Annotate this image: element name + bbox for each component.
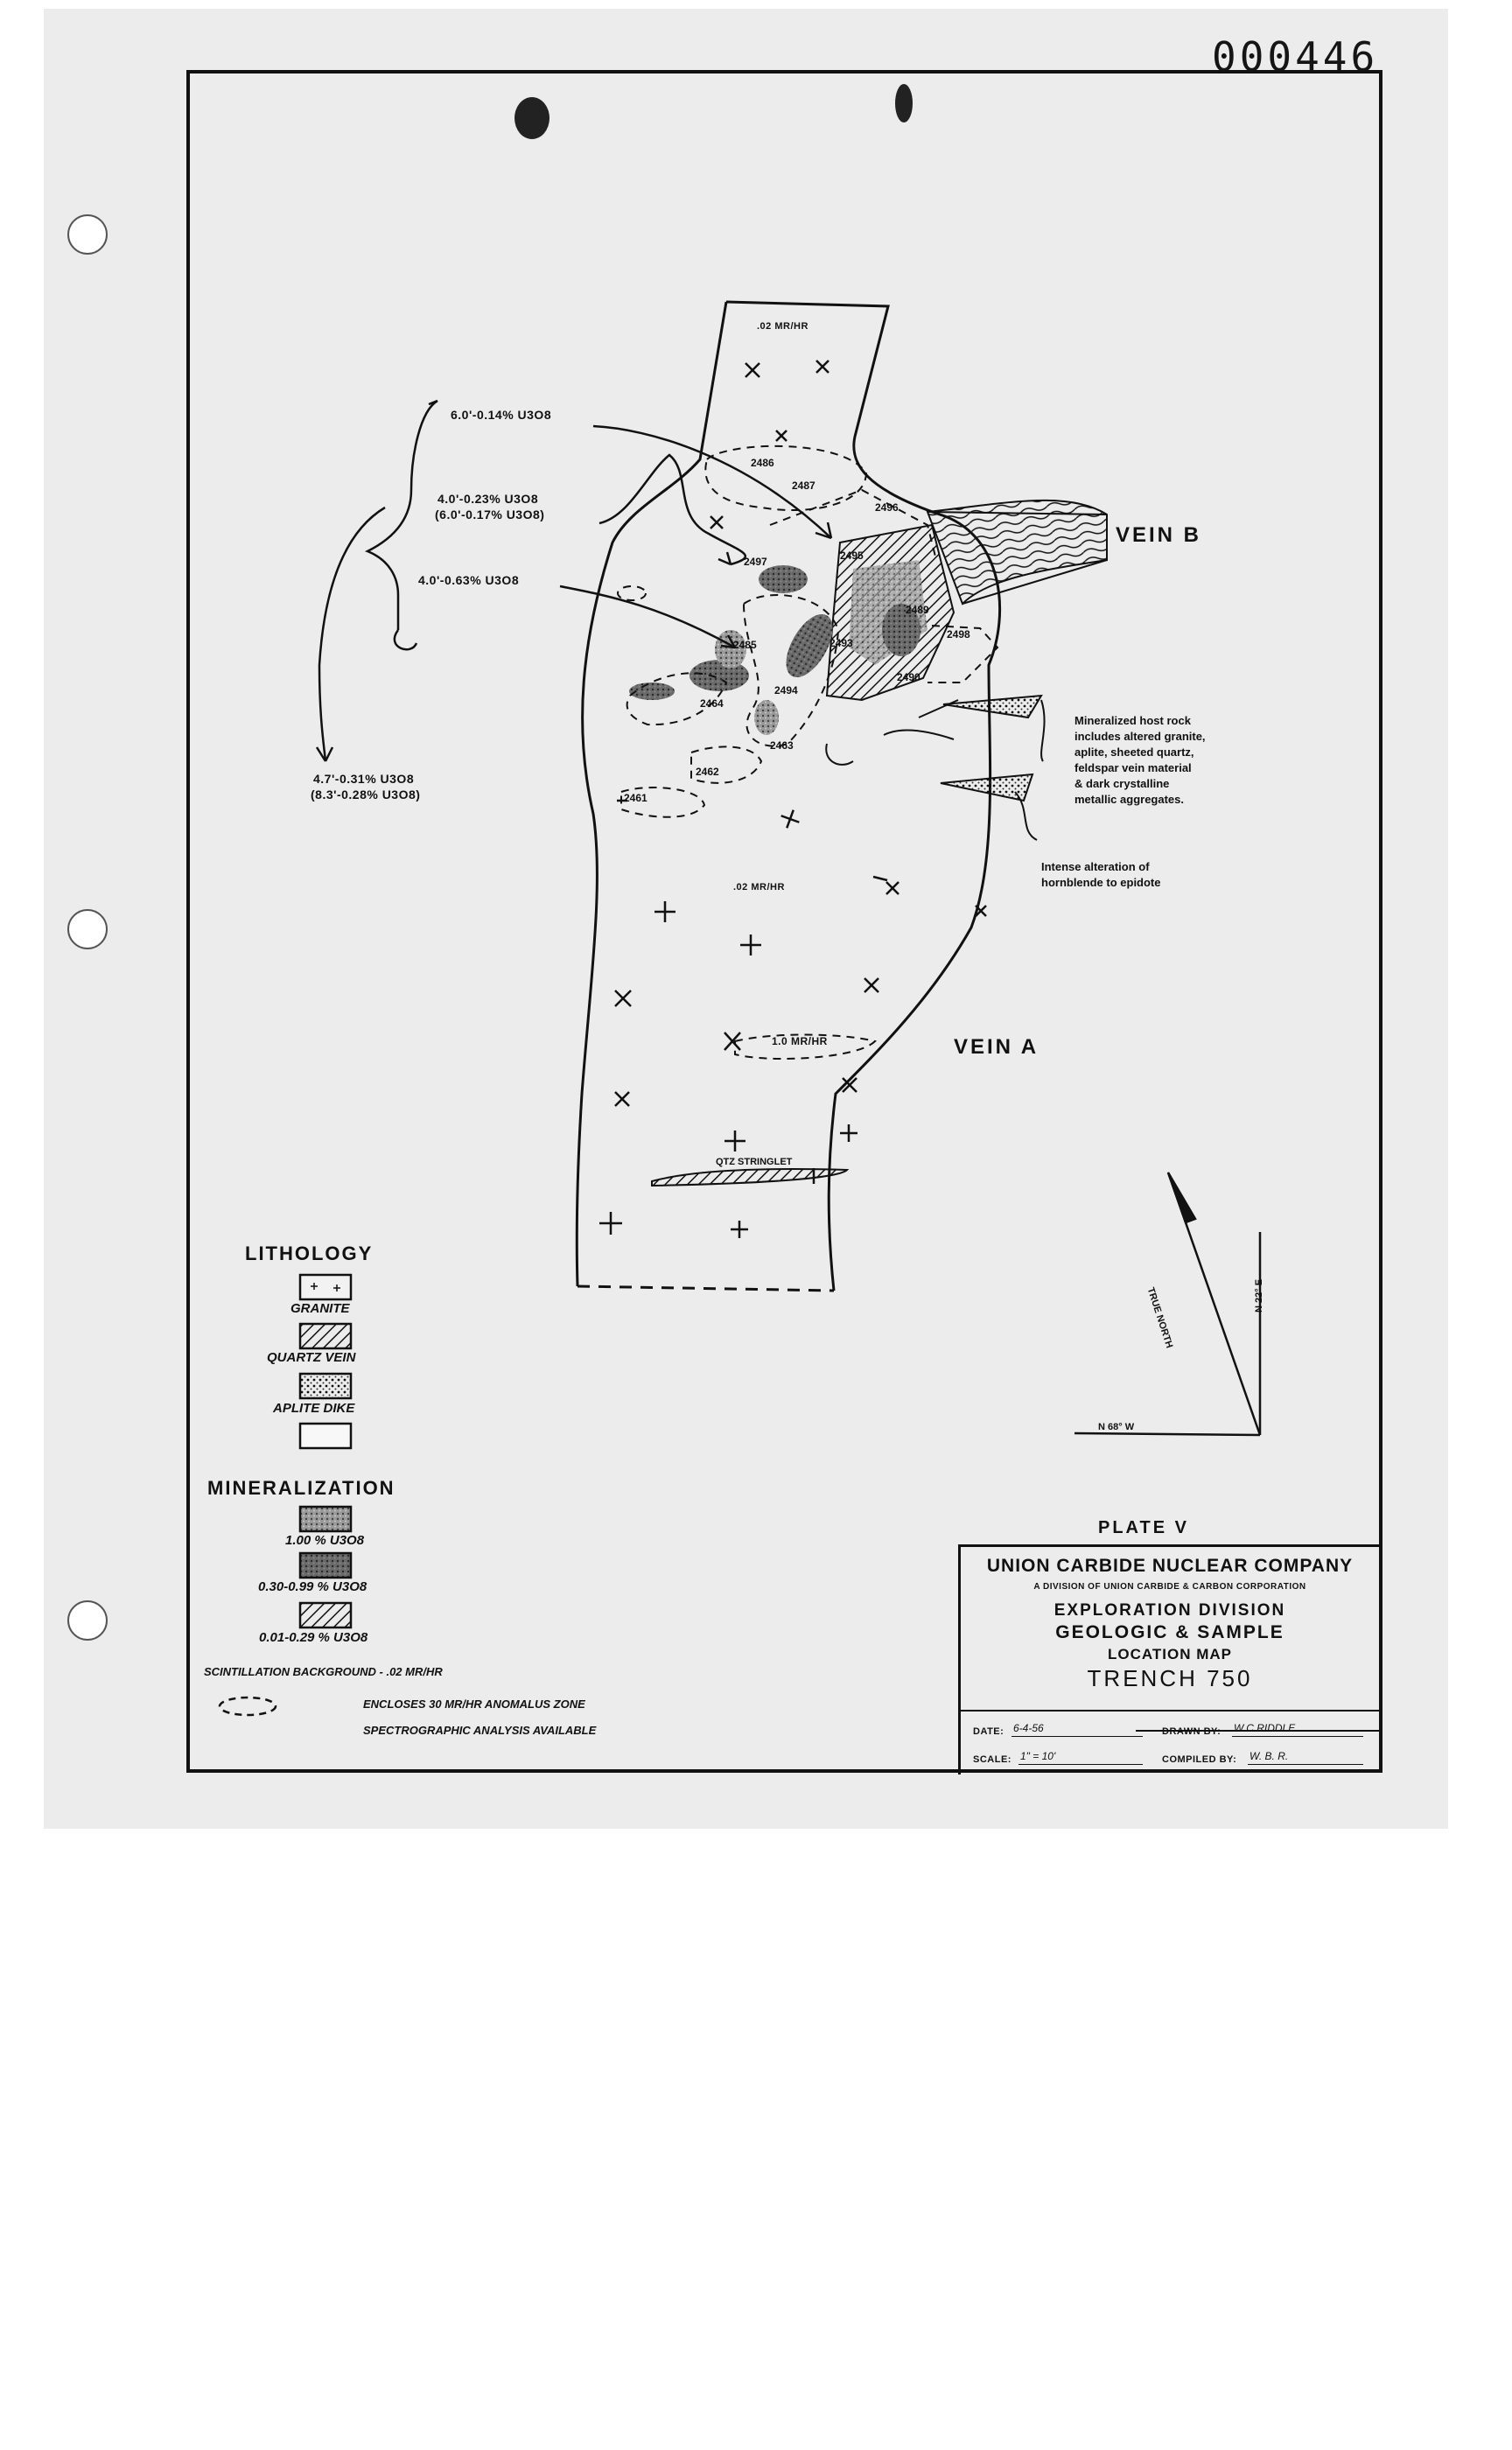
- assay-total-label: 4.7'-0.31% U3O8: [313, 772, 415, 786]
- assay-6ft-alt-label: (6.0'-0.17% U3O8): [435, 508, 545, 522]
- aplite-dike-upper: [943, 696, 1041, 718]
- bearing-east-label: N 22° E: [1254, 1278, 1264, 1312]
- sample-label: 2494: [774, 684, 798, 696]
- legend-lithology-title: LITHOLOGY: [245, 1242, 374, 1264]
- vein-b-band: [928, 500, 1107, 604]
- drawn-underline: [1232, 1736, 1363, 1737]
- alteration-line: Intense alteration of: [1041, 860, 1150, 873]
- sample-label: 2461: [624, 792, 648, 804]
- radiation-middle-label: .02 MR/HR: [733, 882, 785, 892]
- scale-value: 1" = 10': [1020, 1750, 1056, 1762]
- sample-label: 2487: [792, 480, 816, 492]
- drawn-by-value: W.C.RIDDLE: [1234, 1722, 1296, 1734]
- punch-mark-right: [895, 84, 913, 122]
- company-subtitle: A DIVISION OF UNION CARBIDE & CARBON CORPORATION: [1033, 1582, 1306, 1592]
- binder-hole-middle: [68, 910, 107, 948]
- host-rock-note: [1074, 713, 1206, 808]
- sample-label: 2464: [700, 697, 724, 710]
- sample-label: 2462: [696, 766, 719, 778]
- host-rock-line: metallic aggregates.: [1074, 793, 1184, 806]
- mineralized-blob: [754, 700, 779, 735]
- punch-mark-left: [514, 97, 550, 139]
- radiation-lower-label: 1.0 MR/HR: [772, 1035, 828, 1047]
- legend-aplite-dike: APLITE DIKE: [273, 1401, 355, 1416]
- date-label: DATE:: [973, 1726, 1004, 1737]
- host-rock-line: aplite, sheeted quartz,: [1074, 746, 1194, 759]
- assay-4ft-label: 4.0'-0.23% U3O8: [438, 492, 539, 506]
- sample-label: 2495: [840, 550, 864, 562]
- mineralized-blob: [759, 565, 808, 593]
- sample-label: 2485: [733, 639, 757, 651]
- host-rock-line: Mineralized host rock: [1074, 714, 1191, 727]
- granite-symbols: [599, 360, 986, 1238]
- division-name: EXPLORATION DIVISION: [1054, 1601, 1286, 1620]
- assay-total-alt-label: (8.3'-0.28% U3O8): [311, 788, 421, 802]
- sample-label: 2497: [744, 556, 767, 568]
- sample-label: 2496: [875, 501, 899, 514]
- sample-label: 2486: [751, 457, 774, 469]
- legend-granite: GRANITE: [290, 1301, 350, 1316]
- vein-a-label: VEIN A: [954, 1035, 1040, 1059]
- host-rock-line: & dark crystalline: [1074, 777, 1170, 790]
- qtz-stringlet-shape: [652, 1169, 847, 1186]
- title-block-rule: [961, 1710, 1379, 1712]
- binder-hole-top: [68, 215, 107, 254]
- vein-b-label: VEIN B: [1116, 523, 1202, 547]
- north-arrow: [1074, 1172, 1260, 1435]
- legend-scintillation: SCINTILLATION BACKGROUND - .02 MR/HR: [204, 1665, 443, 1678]
- sample-label: 2498: [947, 628, 970, 640]
- scale-underline: [1018, 1764, 1143, 1765]
- sample-label: 2489: [906, 604, 929, 616]
- host-rock-line: feldspar vein material: [1074, 761, 1192, 774]
- compiled-by-label: COMPILED BY:: [1162, 1754, 1237, 1765]
- assay-6ft-label: 6.0'-0.14% U3O8: [451, 408, 552, 422]
- sample-label: 2463: [770, 739, 794, 752]
- legend-spectrographic: SPECTROGRAPHIC ANALYSIS AVAILABLE: [363, 1724, 597, 1737]
- legend-mineralization-title: MINERALIZATION: [207, 1477, 396, 1499]
- trench-end-dashed: [578, 1286, 834, 1291]
- map-subtype: LOCATION MAP: [1107, 1646, 1232, 1662]
- legend-min-low: 0.01-0.29 % U3O8: [259, 1630, 368, 1645]
- assay-4ft-high-label: 4.0'-0.63% U3O8: [418, 573, 520, 587]
- drawn-by-label: DRAWN BY:: [1162, 1726, 1222, 1737]
- sample-label: 2490: [897, 671, 920, 683]
- legend-min-high: 1.00 % U3O8: [285, 1533, 365, 1548]
- compiled-underline: [1248, 1764, 1363, 1765]
- radiation-top-label: .02 MR/HR: [757, 321, 808, 332]
- legend-min-mid: 0.30-0.99 % U3O8: [258, 1579, 368, 1594]
- company-name: UNION CARBIDE NUCLEAR COMPANY: [986, 1556, 1354, 1576]
- qtz-stringlet-label: QTZ STRINGLET: [716, 1157, 793, 1167]
- scale-label: SCALE:: [973, 1754, 1012, 1765]
- map-type: GEOLOGIC & SAMPLE: [1055, 1622, 1284, 1642]
- trench-outline-right: [726, 302, 1000, 1291]
- alteration-note: [1041, 859, 1161, 891]
- document-number: 000446: [1212, 33, 1379, 80]
- binder-hole-bottom: [68, 1601, 107, 1640]
- plate-label: PLATE V: [1098, 1518, 1189, 1537]
- title-block: [958, 1544, 1379, 1774]
- compiled-by-value: W. B. R.: [1250, 1750, 1289, 1762]
- true-north-label: TRUE NORTH: [1144, 1286, 1175, 1350]
- trench-title: TRENCH 750: [1087, 1665, 1253, 1691]
- alteration-line: hornblende to epidote: [1041, 876, 1161, 889]
- date-underline: [1012, 1736, 1143, 1737]
- bearing-west-label: N 68° W: [1098, 1422, 1135, 1432]
- sample-label: 2493: [830, 637, 853, 649]
- trench-outline-left: [577, 302, 726, 1286]
- host-rock-line: includes altered granite,: [1074, 730, 1206, 743]
- legend-anomalous-zone: ENCLOSES 30 MR/HR ANOMALUS ZONE: [363, 1698, 585, 1711]
- legend-quartz-vein: QUARTZ VEIN: [267, 1350, 356, 1365]
- date-value: 6-4-56: [1013, 1722, 1044, 1734]
